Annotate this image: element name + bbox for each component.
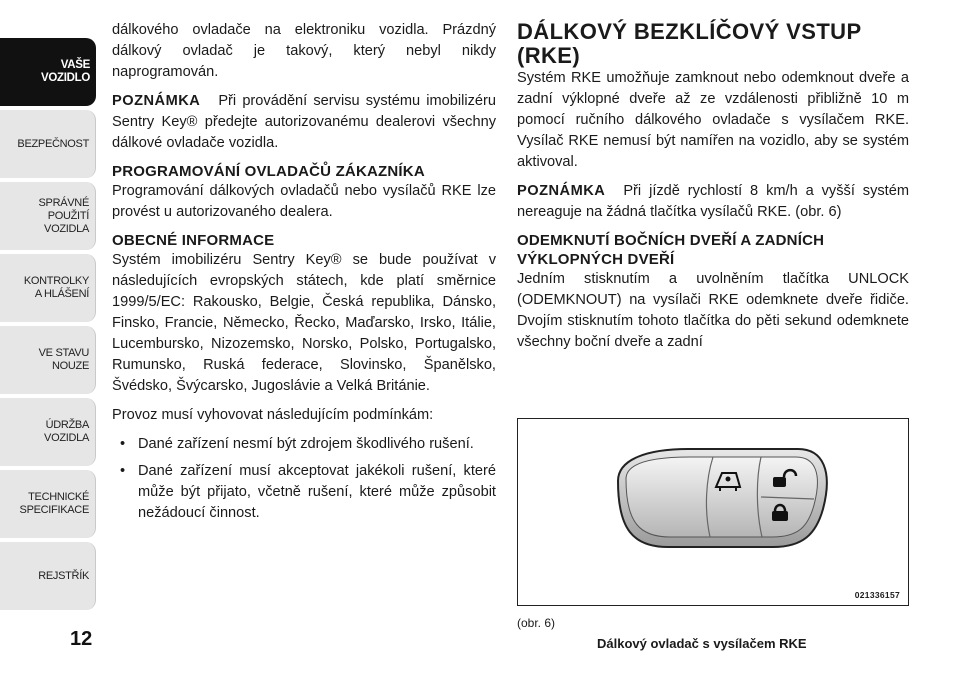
tab-rejstrik[interactable]	[0, 542, 96, 610]
general-paragraph: Systém imobilizéru Sentry Key® se bude používat v následujících evropských státech, kde platí směrnice 1999/5/EC: Rakousko, Belgie, Česká republika, Dánsko, Finsko, Francie, Německo, Řecko, Maďarsko, Irsko, Itálie, Lucembursko, Nizozemsko, Norsko, Polsko, Portugalsko, Rumunsko, Ruská federace, Slovinsko, Španělsko, Švédsko, Švýcarsko, Jugoslávie a Velká Británie.	[112, 252, 496, 394]
note-label: POZNÁMKA	[517, 183, 606, 199]
note-paragraph	[112, 91, 496, 154]
note-paragraph	[517, 181, 909, 223]
tab-label: ÚDRŽBA VOZIDLA	[44, 419, 89, 444]
list-item: • Dané zařízení musí akceptovat jakékoli rušení, které může být přijato, včetně rušení, které může způsobit nežádoucí činnost.	[112, 461, 496, 524]
tab-label: VAŠE VOZIDLO	[40, 59, 90, 84]
tab-label: VE STAVU NOUZE	[38, 347, 89, 372]
intro-paragraph: dálkového ovladače na elektroniku vozidla. Prázdný dálkový ovladač je takový, který nebyl nikdy naprogramován.	[112, 22, 496, 80]
unlock-paragraph: Jedním stisknutím a uvolněním tlačítka UNLOCK (ODEMKNOUT) na vysílači RKE odemknete dveře řidiče. Dvojím stisknutím tohoto tlačítka do pěti sekund odemknete všechny boční dveře a zadní	[517, 271, 909, 350]
note-text: Při provádění servisu systému imobilizéru Sentry Key® předejte autorizovanému dealerovi všechny dálkové ovladače vozidla.	[112, 93, 496, 151]
tab-label: BEZPEČNOST	[17, 137, 89, 150]
tab-label: KONTROLKY A HLÁŠENÍ	[23, 275, 89, 300]
figure-reference: (obr. 6)	[517, 616, 556, 630]
chapter-sidebar	[0, 0, 98, 678]
heading-rke: DÁLKOVÝ BEZKLÍČOVÝ VSTUP (RKE)	[517, 19, 862, 68]
list-item: • Dané zařízení nesmí být zdrojem škodlivého rušení.	[112, 434, 496, 455]
tab-label: SPRÁVNÉ POUŽITÍ VOZIDLA	[38, 196, 89, 235]
conditions-list	[112, 434, 496, 524]
key-fob-illustration	[518, 419, 907, 604]
right-column	[517, 20, 909, 361]
figure-caption: Dálkový ovladač s vysílačem RKE	[597, 636, 807, 651]
figure-code: 021336157	[854, 590, 900, 600]
page-number: 12	[70, 628, 93, 650]
note-text: Při jízdě rychlostí 8 km/h a vyšší systém nereaguje na žádná tlačítka vysílačů RKE. (obr. 6)	[517, 183, 909, 220]
tab-label: REJSTŘÍK	[38, 569, 89, 582]
tab-label: TECHNICKÉ SPECIFIKACE	[19, 491, 89, 516]
tab-ve-stavu-nouze[interactable]	[0, 326, 96, 394]
tab-technicke-specifikace[interactable]	[0, 470, 96, 538]
tab-spravne-pouziti[interactable]	[0, 182, 96, 250]
conditions-paragraph: Provoz musí vyhovovat následujícím podmínkám:	[112, 407, 434, 423]
note-label: POZNÁMKA	[112, 93, 201, 109]
key-fob-figure	[517, 418, 909, 606]
tab-udrzba[interactable]	[0, 398, 96, 466]
heading-programming: PROGRAMOVÁNÍ OVLADAČŮ ZÁKAZNÍKA	[112, 163, 425, 180]
left-column	[112, 20, 496, 530]
tab-vase-vozidlo[interactable]	[0, 38, 96, 106]
heading-general-info: OBECNÉ INFORMACE	[112, 232, 275, 249]
key-fob-body	[618, 449, 827, 547]
tab-bezpecnost[interactable]	[0, 110, 96, 178]
rke-paragraph: Systém RKE umožňuje zamknout nebo odemknout dveře a zadní výklopné dveře až ze vzdálenosti přibližně 10 m pomocí ručního dálkového ovladače s vysílačem RKE. Vysílač RKE nemusí být namířen na vozidlo, aby se systém aktivoval.	[517, 70, 909, 170]
heading-unlock: ODEMKNUTÍ BOČNÍCH DVEŘÍ A ZADNÍCH VÝKLOPNÝCH DVEŘÍ	[517, 232, 825, 268]
programming-paragraph: Programování dálkových ovladačů nebo vysílačů RKE lze provést u autorizovaného dealera.	[112, 183, 496, 220]
tab-kontrolky[interactable]	[0, 254, 96, 322]
